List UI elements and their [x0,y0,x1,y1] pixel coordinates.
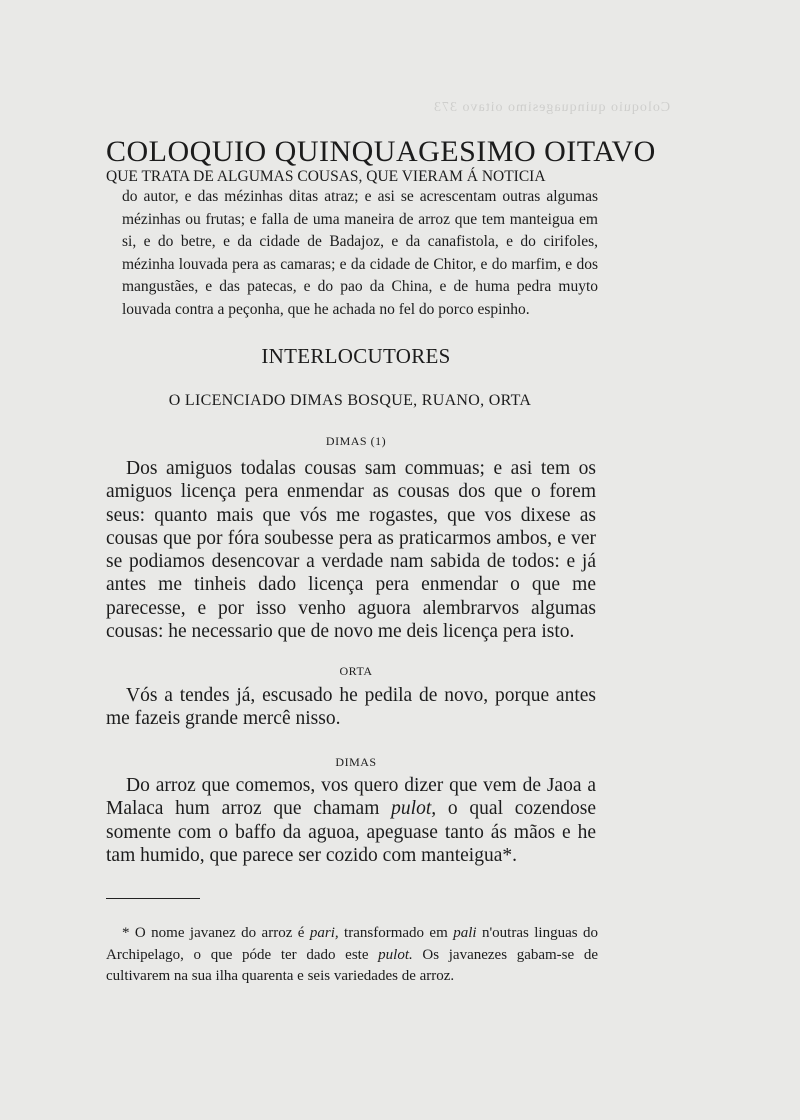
paragraph-text: Dos amiguos todalas cousas sam commuas; e asi tem os amiguos licença pera enmendar as cousas dos que o forem seus: quanto mais que vós me rogastes, que vos dixese as cousas que por fóra soubesse pera as praticarmos ambos, e ver se podiamos desencovar a verdade nam sabida de todos: e já antes me tinheis dado licença pera enmendar o que me parecesse, e por isso venho aguora alembrarvos algumas cousas: he necessario que de novo me deis licença pera isto. [106,458,596,643]
speaker-label: ORTA [339,664,373,678]
running-header-bleed: Coloquio quinquagesimo oitavo 373 [432,100,670,115]
footnote-italic-term: pali [453,925,477,941]
paragraph-text: Vós a tendes já, escusado he pedila de novo, porque antes me fazeis grande mercê nisso. [106,685,596,730]
dialogue-paragraph [106,774,596,867]
speaker-label: DIMAS [335,755,377,769]
footnote-text: * O nome javanez do arroz é [122,925,310,941]
dialogue-paragraph [106,684,596,731]
footnote-text: transformado em [338,925,454,941]
paragraph-italic-term: pulot, [391,798,437,820]
chapter-subtitle: do autor, e das mézinhas ditas atraz; e asi se acrescentam outras algumas mézinhas ou frutas; e falla de uma maneira de arroz que tem manteigua em si, e do betre, e da cidade de Badajoz, e da canafistola, e do cirifoles, mézinha louvada pera as camaras; e da cidade de Chitor, e do marfim, e dos mangustães, e das patecas, e do pao da China, e de huma pedra muyto louvada contra a peçonha, que he achada no fel do porco espinho. [122,188,598,318]
chapter-title: COLOQUIO QUINQUAGESIMO OITAVO [106,135,656,168]
footnote-text: n'outras linguas do Archipelago, o que póde ter dado este [106,925,598,963]
footnote [106,923,598,988]
footnote-italic-term: pari, [309,925,339,941]
speaker-list: O LICENCIADO DIMAS BOSQUE, RUANO, ORTA [168,392,532,409]
footnote-italic-term: pulot. [378,946,413,963]
chapter-subtitle-first-line: QUE TRATA DE ALGUMAS COUSAS, QUE VIERAM Á NOTICIA [106,168,546,185]
paragraph-text-continued: o qual cozendose somente com o baffo da aguoa, apeguase tanto ás mãos e he tam humido, que parece ser cozido com manteigua*. [106,798,596,866]
footnote-text: Os javanezes gabam-se de cultivarem na sua ilha quarenta e seis variedades de arroz. [106,946,598,984]
paragraph-text: Do arroz que comemos, vos quero dizer que vem de Jaoa a Malaca hum arroz que chamam [106,775,596,820]
section-heading: INTERLOCUTORES [261,344,451,368]
dialogue-paragraph [106,457,596,643]
footnote-divider [106,898,200,899]
speaker-label: DIMAS (1) [325,434,387,448]
